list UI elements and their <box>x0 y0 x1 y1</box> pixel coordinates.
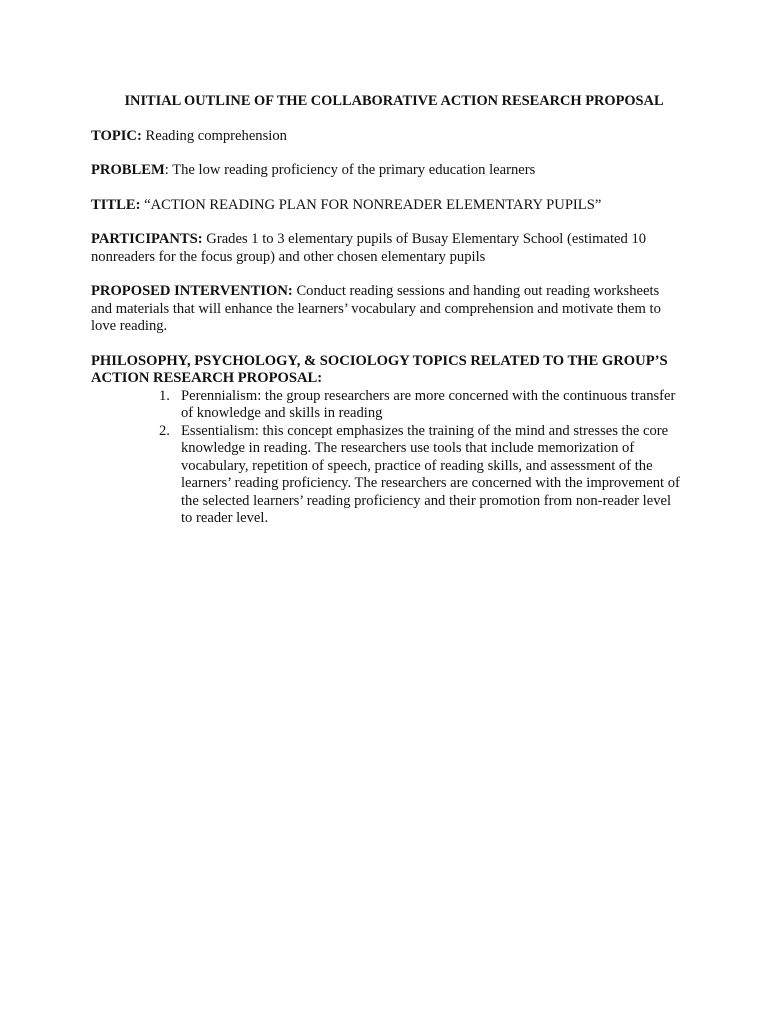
problem-label: PROBLEM <box>91 162 165 178</box>
topics-list <box>91 388 681 528</box>
title-label: TITLE: <box>91 196 141 213</box>
participants-label: PARTICIPANTS: <box>91 231 203 247</box>
topics-section-heading: PHILOSOPHY, PSYCHOLOGY, & SOCIOLOGY TOPICS RELATED TO THE GROUP’S ACTION RESEARCH PROPOSAL: <box>91 352 668 386</box>
document-title: INITIAL OUTLINE OF THE COLLABORATIVE ACTION RESEARCH PROPOSAL <box>124 93 664 109</box>
list-item-text: Essentialism: this concept emphasizes the training of the mind and stresses the core knowledge in reading. The researchers use tools that include memorization of vocabulary, repetition of speech, practice of reading skills, and assessment of the learners’ reading proficiency. The researchers are concerned with the improvement of the selected learners’ reading proficiency and their promotion from non-reader level to reader level. <box>181 422 680 526</box>
document-page <box>91 93 681 528</box>
list-item-number: 1. <box>159 387 170 404</box>
intervention-field <box>91 283 681 336</box>
list-item <box>159 422 681 528</box>
intervention-value: Conduct reading sessions and handing out reading worksheets and materials that will enhance the learners’ vocabulary and comprehension and motivate them to love reading. <box>91 283 661 334</box>
participants-field <box>91 231 681 266</box>
list-item <box>159 387 681 423</box>
problem-value: : The low reading proficiency of the primary education learners <box>164 162 536 178</box>
topic-field <box>91 128 681 146</box>
title-field <box>91 197 681 215</box>
title-value: “ACTION READING PLAN FOR NONREADER ELEMENTARY PUPILS” <box>140 196 602 213</box>
participants-value: Grades 1 to 3 elementary pupils of Busay Elementary School (estimated 10 nonreaders for the focus group) and other chosen elementary pupils <box>91 231 647 265</box>
topic-label: TOPIC: <box>91 127 142 144</box>
list-item-number: 2. <box>159 422 170 439</box>
intervention-label: PROPOSED INTERVENTION: <box>91 283 293 299</box>
problem-field <box>91 162 681 180</box>
topic-value: Reading comprehension <box>141 127 287 144</box>
list-item-text: Perennialism: the group researchers are more concerned with the continuous transfer of knowledge and skills in reading <box>181 387 676 421</box>
